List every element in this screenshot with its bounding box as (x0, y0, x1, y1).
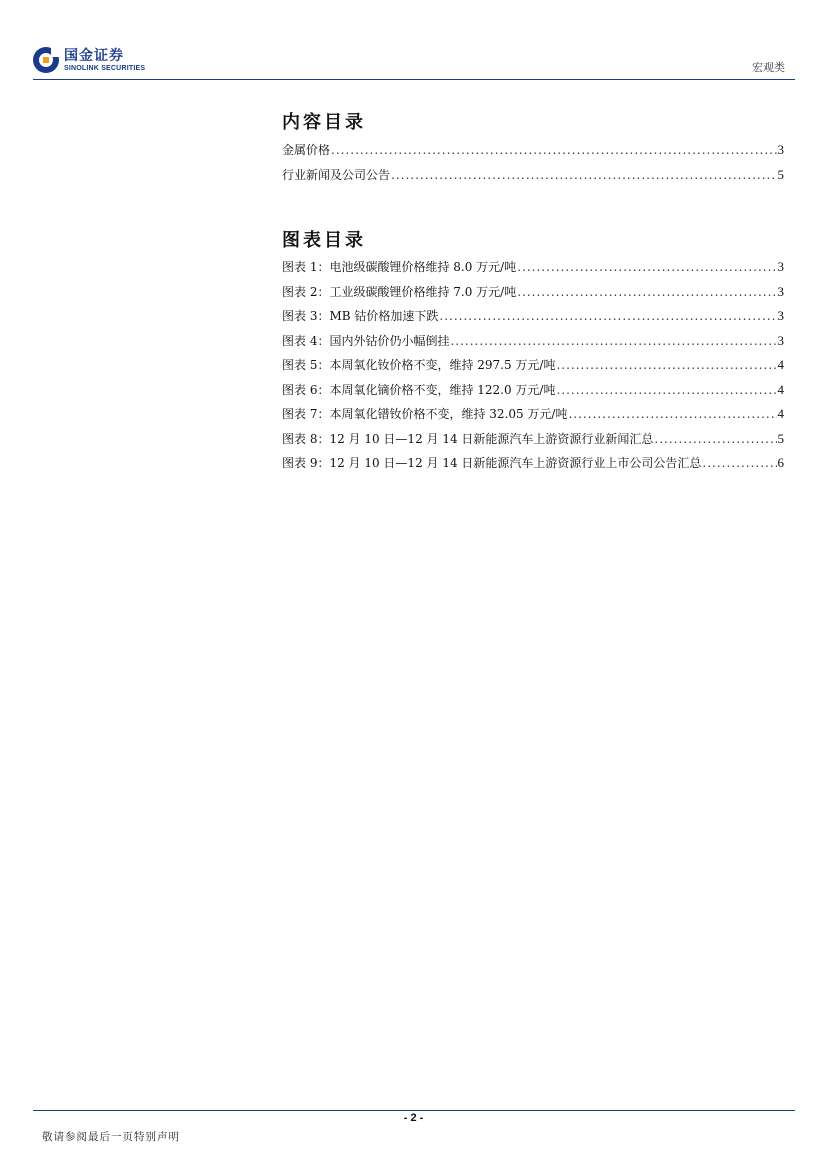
figure-item-label: 图表 9：12 月 10 日—12 月 14 日新能源汽车上游资源行业上市公司公告汇总 (282, 456, 702, 470)
logo-chinese-name: 国金证券 (64, 47, 124, 64)
figure-item-page: 4 (777, 406, 784, 421)
figure-item[interactable] (282, 332, 784, 357)
figure-item[interactable] (282, 430, 784, 455)
toc-item-label: 金属价格 (282, 143, 331, 157)
toc-item[interactable] (282, 166, 784, 191)
company-logo (32, 46, 145, 74)
contents-title: 内容目录 (282, 112, 366, 133)
figure-item-label: 图表 7：本周氧化镨钕价格不变，维持 32.05 万元/吨 (282, 407, 568, 421)
figure-item-label: 图表 6：本周氧化镝价格不变，维持 122.0 万元/吨 (282, 382, 556, 397)
figure-item[interactable] (282, 258, 784, 283)
figure-item-label: 图表 3：MB 钴价格加速下跌 (282, 309, 439, 323)
figure-item[interactable] (282, 307, 784, 332)
toc-leader-dots (517, 285, 776, 299)
figure-item-page: 3 (777, 259, 784, 274)
figure-item[interactable] (282, 381, 784, 406)
toc-leader-dots (331, 143, 776, 157)
page-number: - 2 - (403, 1112, 424, 1124)
toc-leader-dots (450, 334, 776, 348)
contents-list (282, 141, 784, 190)
figure-item[interactable] (282, 405, 784, 430)
toc-item-page: 5 (777, 166, 784, 182)
toc-leader-dots (556, 358, 776, 372)
figures-list (282, 258, 784, 479)
logo-english-name: SINOLINK SECURITIES (64, 64, 146, 72)
figures-title: 图表目录 (282, 230, 366, 251)
toc-item-page: 3 (777, 142, 784, 157)
toc-leader-dots (702, 456, 776, 470)
toc-leader-dots (517, 260, 776, 274)
toc-leader-dots (654, 432, 776, 446)
toc-leader-dots (439, 309, 776, 323)
page-header (0, 0, 827, 82)
toc-leader-dots (391, 168, 776, 182)
figure-item-label: 图表 2：工业级碳酸锂价格维持 7.0 万元/吨 (282, 284, 517, 299)
header-divider (33, 79, 795, 80)
figure-item-label: 图表 1：电池级碳酸锂价格维持 8.0 万元/吨 (282, 260, 517, 274)
footer-disclaimer: 敬请参阅最后一页特别声明 (42, 1131, 180, 1143)
figure-item-page: 5 (777, 430, 784, 446)
figure-item-page: 4 (777, 381, 784, 397)
figure-item-label: 图表 4：国内外钴价仍小幅倒挂 (282, 333, 450, 348)
figure-item-label: 图表 8：12 月 10 日—12 月 14 日新能源汽车上游资源行业新闻汇总 (282, 431, 654, 446)
toc-item-label: 行业新闻及公司公告 (282, 167, 391, 182)
figure-item-page: 3 (777, 332, 784, 348)
toc-item[interactable] (282, 141, 784, 166)
figure-item[interactable] (282, 356, 784, 381)
figure-item-page: 3 (777, 308, 784, 323)
toc-leader-dots (556, 383, 776, 397)
figure-item-label: 图表 5：本周氧化钕价格不变，维持 297.5 万元/吨 (282, 358, 556, 372)
logo-mark-icon (32, 46, 60, 74)
report-category: 宏观类 (752, 61, 785, 74)
figure-item[interactable] (282, 454, 784, 479)
footer-divider (33, 1110, 795, 1111)
figure-item-page: 6 (777, 455, 784, 470)
figure-item-page: 4 (777, 357, 784, 372)
figure-item-page: 3 (777, 283, 784, 299)
toc-leader-dots (568, 407, 776, 421)
figure-item[interactable] (282, 283, 784, 308)
